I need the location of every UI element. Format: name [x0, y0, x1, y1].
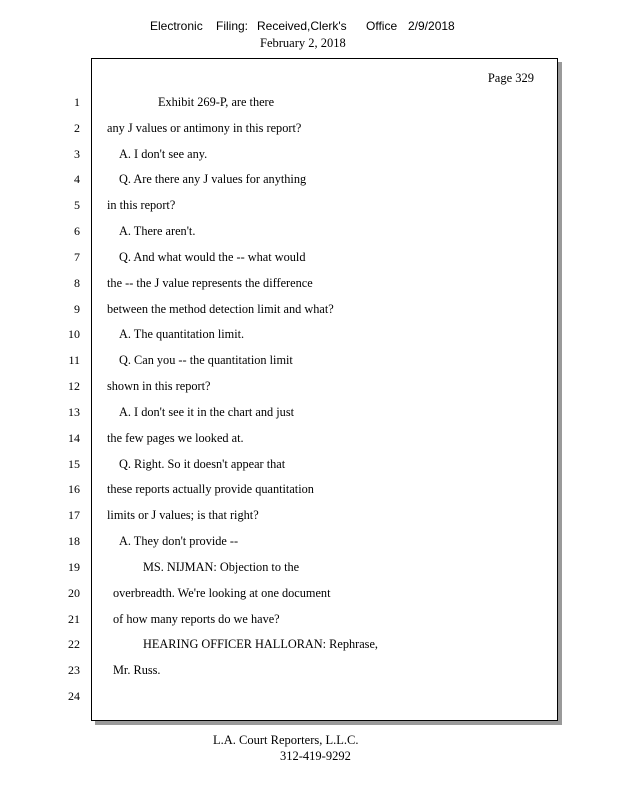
- line-text: A. I don't see it in the chart and just: [119, 405, 295, 419]
- line-text: Q. Are there any J values for anything: [119, 172, 307, 186]
- footer-phone: 312-419-9292: [280, 749, 351, 763]
- line-number: 16: [68, 482, 80, 496]
- line-number: 19: [68, 560, 80, 574]
- line-text: A. They don't provide --: [119, 534, 239, 548]
- line-number: 13: [68, 405, 80, 419]
- line-text: the few pages we looked at.: [107, 431, 244, 445]
- line-number: 15: [68, 457, 80, 471]
- filing-header-word: 2/9/2018: [408, 19, 455, 33]
- line-text: shown in this report?: [107, 379, 211, 393]
- line-number: 21: [68, 612, 80, 626]
- line-text: A. There aren't.: [119, 224, 196, 238]
- line-text: HEARING OFFICER HALLORAN: Rephrase,: [143, 637, 378, 651]
- line-text: any J values or antimony in this report?: [107, 121, 302, 135]
- line-text: of how many reports do we have?: [113, 612, 280, 626]
- line-text: the -- the J value represents the difference: [107, 276, 313, 290]
- line-number: 11: [68, 353, 80, 367]
- line-number: 20: [68, 586, 80, 600]
- line-number: 9: [74, 302, 80, 316]
- line-number: 6: [74, 224, 80, 238]
- line-text: MS. NIJMAN: Objection to the: [143, 560, 300, 574]
- line-number: 8: [74, 276, 80, 290]
- filing-header-word: Electronic: [150, 19, 203, 33]
- line-text: these reports actually provide quantitation: [107, 482, 314, 496]
- line-number: 18: [68, 534, 80, 548]
- line-number: 24: [68, 689, 80, 703]
- line-text: Exhibit 269-P, are there: [158, 95, 275, 109]
- line-text: A. I don't see any.: [119, 147, 208, 161]
- filing-header-word: Office: [366, 19, 398, 33]
- line-number: 7: [74, 250, 80, 264]
- line-text: Q. And what would the -- what would: [119, 250, 306, 264]
- line-text: Q. Can you -- the quantitation limit: [119, 353, 293, 367]
- line-number: 3: [74, 147, 80, 161]
- line-number: 2: [74, 121, 80, 135]
- electronic-filing-header: [0, 19, 618, 35]
- line-number: 14: [68, 431, 80, 445]
- footer-company: L.A. Court Reporters, L.L.C.: [213, 733, 359, 747]
- line-text: between the method detection limit and what?: [107, 302, 334, 316]
- line-text: in this report?: [107, 198, 176, 212]
- line-text: limits or J values; is that right?: [107, 508, 259, 522]
- line-number: 22: [68, 637, 80, 651]
- line-text: A. The quantitation limit.: [119, 327, 245, 341]
- filing-header-word: Received,Clerk's: [257, 19, 347, 33]
- filing-header-word: Filing:: [216, 19, 249, 33]
- line-number: 17: [68, 508, 80, 522]
- line-text: overbreadth. We're looking at one document: [113, 586, 331, 600]
- line-number: 4: [74, 172, 80, 186]
- line-number: 10: [68, 327, 80, 341]
- line-number: 5: [74, 198, 80, 212]
- line-text: Mr. Russ.: [113, 663, 161, 677]
- line-number: 23: [68, 663, 80, 677]
- filing-date: February 2, 2018: [260, 36, 346, 50]
- line-number: 1: [74, 95, 80, 109]
- page-number: Page 329: [487, 71, 534, 85]
- line-number: 12: [68, 379, 80, 393]
- line-text: Q. Right. So it doesn't appear that: [119, 457, 286, 471]
